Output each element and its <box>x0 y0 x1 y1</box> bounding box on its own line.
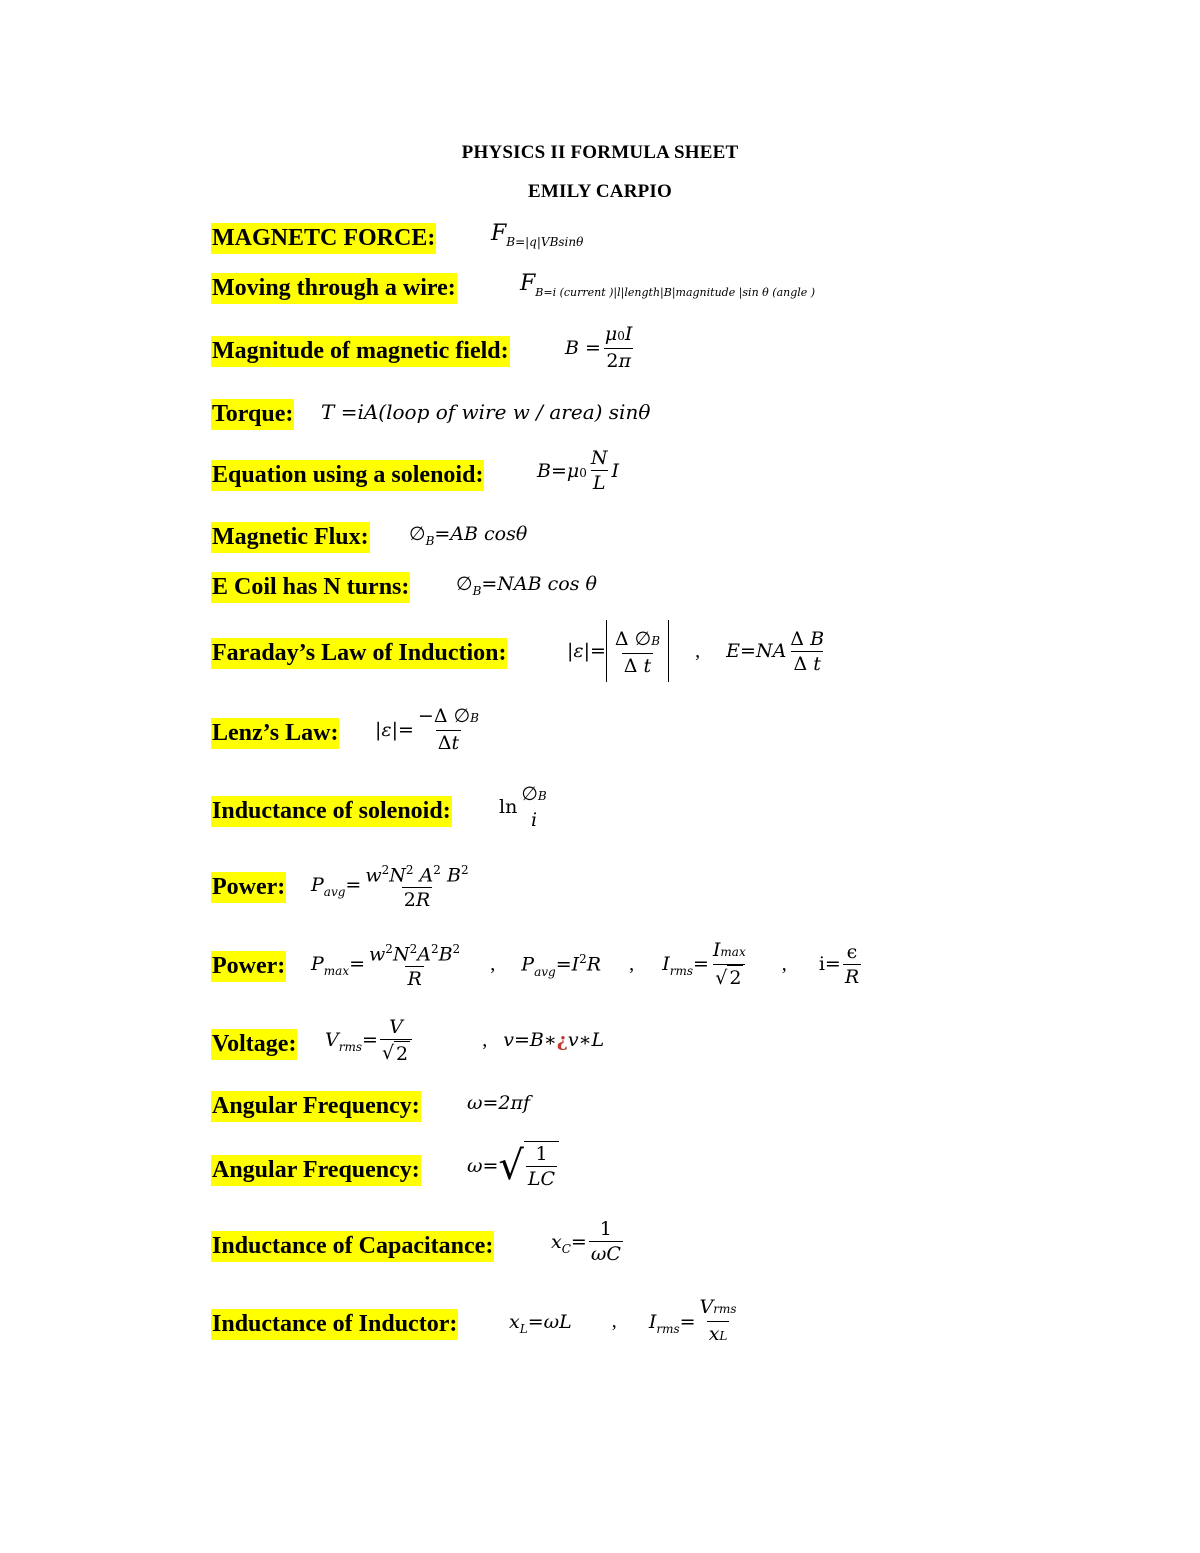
formula-label: E Coil has N turns: <box>211 572 410 603</box>
formula-label: Faraday’s Law of Induction: <box>211 638 507 669</box>
formula-label: Inductance of Inductor: <box>211 1309 458 1340</box>
formula-label: Inductance of solenoid: <box>211 796 452 827</box>
formula-equation: |ε|= $\frac{\Delta \emptyset B}{\text{Δ t}}$ , E=NA $\frac{\text{Δ B}}{\text{Δ t}}$ <box>567 620 828 682</box>
formula-equation: $V_{rms}=$ V √ 2 , v=B∗¿v∗L <box>325 1016 605 1065</box>
formula-equation: ln ∅B i <box>499 783 547 831</box>
formula-equation: ω= √ 1 LC <box>467 1141 559 1191</box>
formula-equation: $x_L=\omega L$ , $I_{rms}=$ Vrms xL <box>509 1295 741 1348</box>
formula-label: Equation using a solenoid: <box>211 460 484 491</box>
formula-label: Power: <box>211 951 286 982</box>
formula-label: Voltage: <box>211 1029 297 1060</box>
title: PHYSICS II FORMULA SHEET <box>461 142 739 163</box>
formula-label: Angular Frequency: <box>211 1091 421 1122</box>
formula-label: Power: <box>211 872 286 903</box>
formula-equation: $F_{B=|q|VBsin\theta}$ <box>491 221 584 249</box>
formula-label: Moving through a wire: <box>211 273 457 304</box>
formula-equation: $\emptyset_B=NAB$ cos θ <box>456 573 597 598</box>
formula-equation: $P_{avg}=$ $\frac{w^2N^2 A^2 B^2}{2R}$ <box>311 863 469 912</box>
formula-equation: T =iA(loop of wire w / area) sinθ <box>321 400 651 424</box>
formula-equation: $P_{max}=$ $\frac{w^2N^2A^2B^2}{R}$ , $P_{avg}=I^2R$ , $I_{rms}=$ Imax √ 2 , i= $\frac{\epsilon}{R}$ <box>311 938 860 991</box>
formula-equation: $x_C=$ $\frac{1}{\omega C}$ <box>551 1218 621 1265</box>
formula-label: MAGNETC FORCE: <box>211 223 436 254</box>
formula-equation: B=μ0 $\frac{N}{L}$ I <box>537 447 620 494</box>
formula-equation: B = $\frac{\mu 0I}{2\pi}$ <box>565 323 633 372</box>
formula-label: Torque: <box>211 399 294 430</box>
formula-equation: |ε|= $\frac{-\Delta \emptyset B}{\Delta t}$ <box>375 705 479 754</box>
formula-label: Magnetic Flux: <box>211 522 370 553</box>
formula-label: Lenz’s Law: <box>211 718 339 749</box>
formula-label: Magnitude of magnetic field: <box>211 336 510 367</box>
formula-equation: $F_{B=i (current )|l|length|B|magnitude |sin \theta (angle )}$ <box>520 271 816 299</box>
author: EMILY CARPIO <box>527 181 673 202</box>
formula-label: Angular Frequency: <box>211 1155 421 1186</box>
formula-label: Inductance of Capacitance: <box>211 1231 494 1262</box>
formula-equation: $\emptyset_B=AB$ cosθ <box>409 523 528 548</box>
formula-equation: ω=2πf <box>467 1092 531 1114</box>
